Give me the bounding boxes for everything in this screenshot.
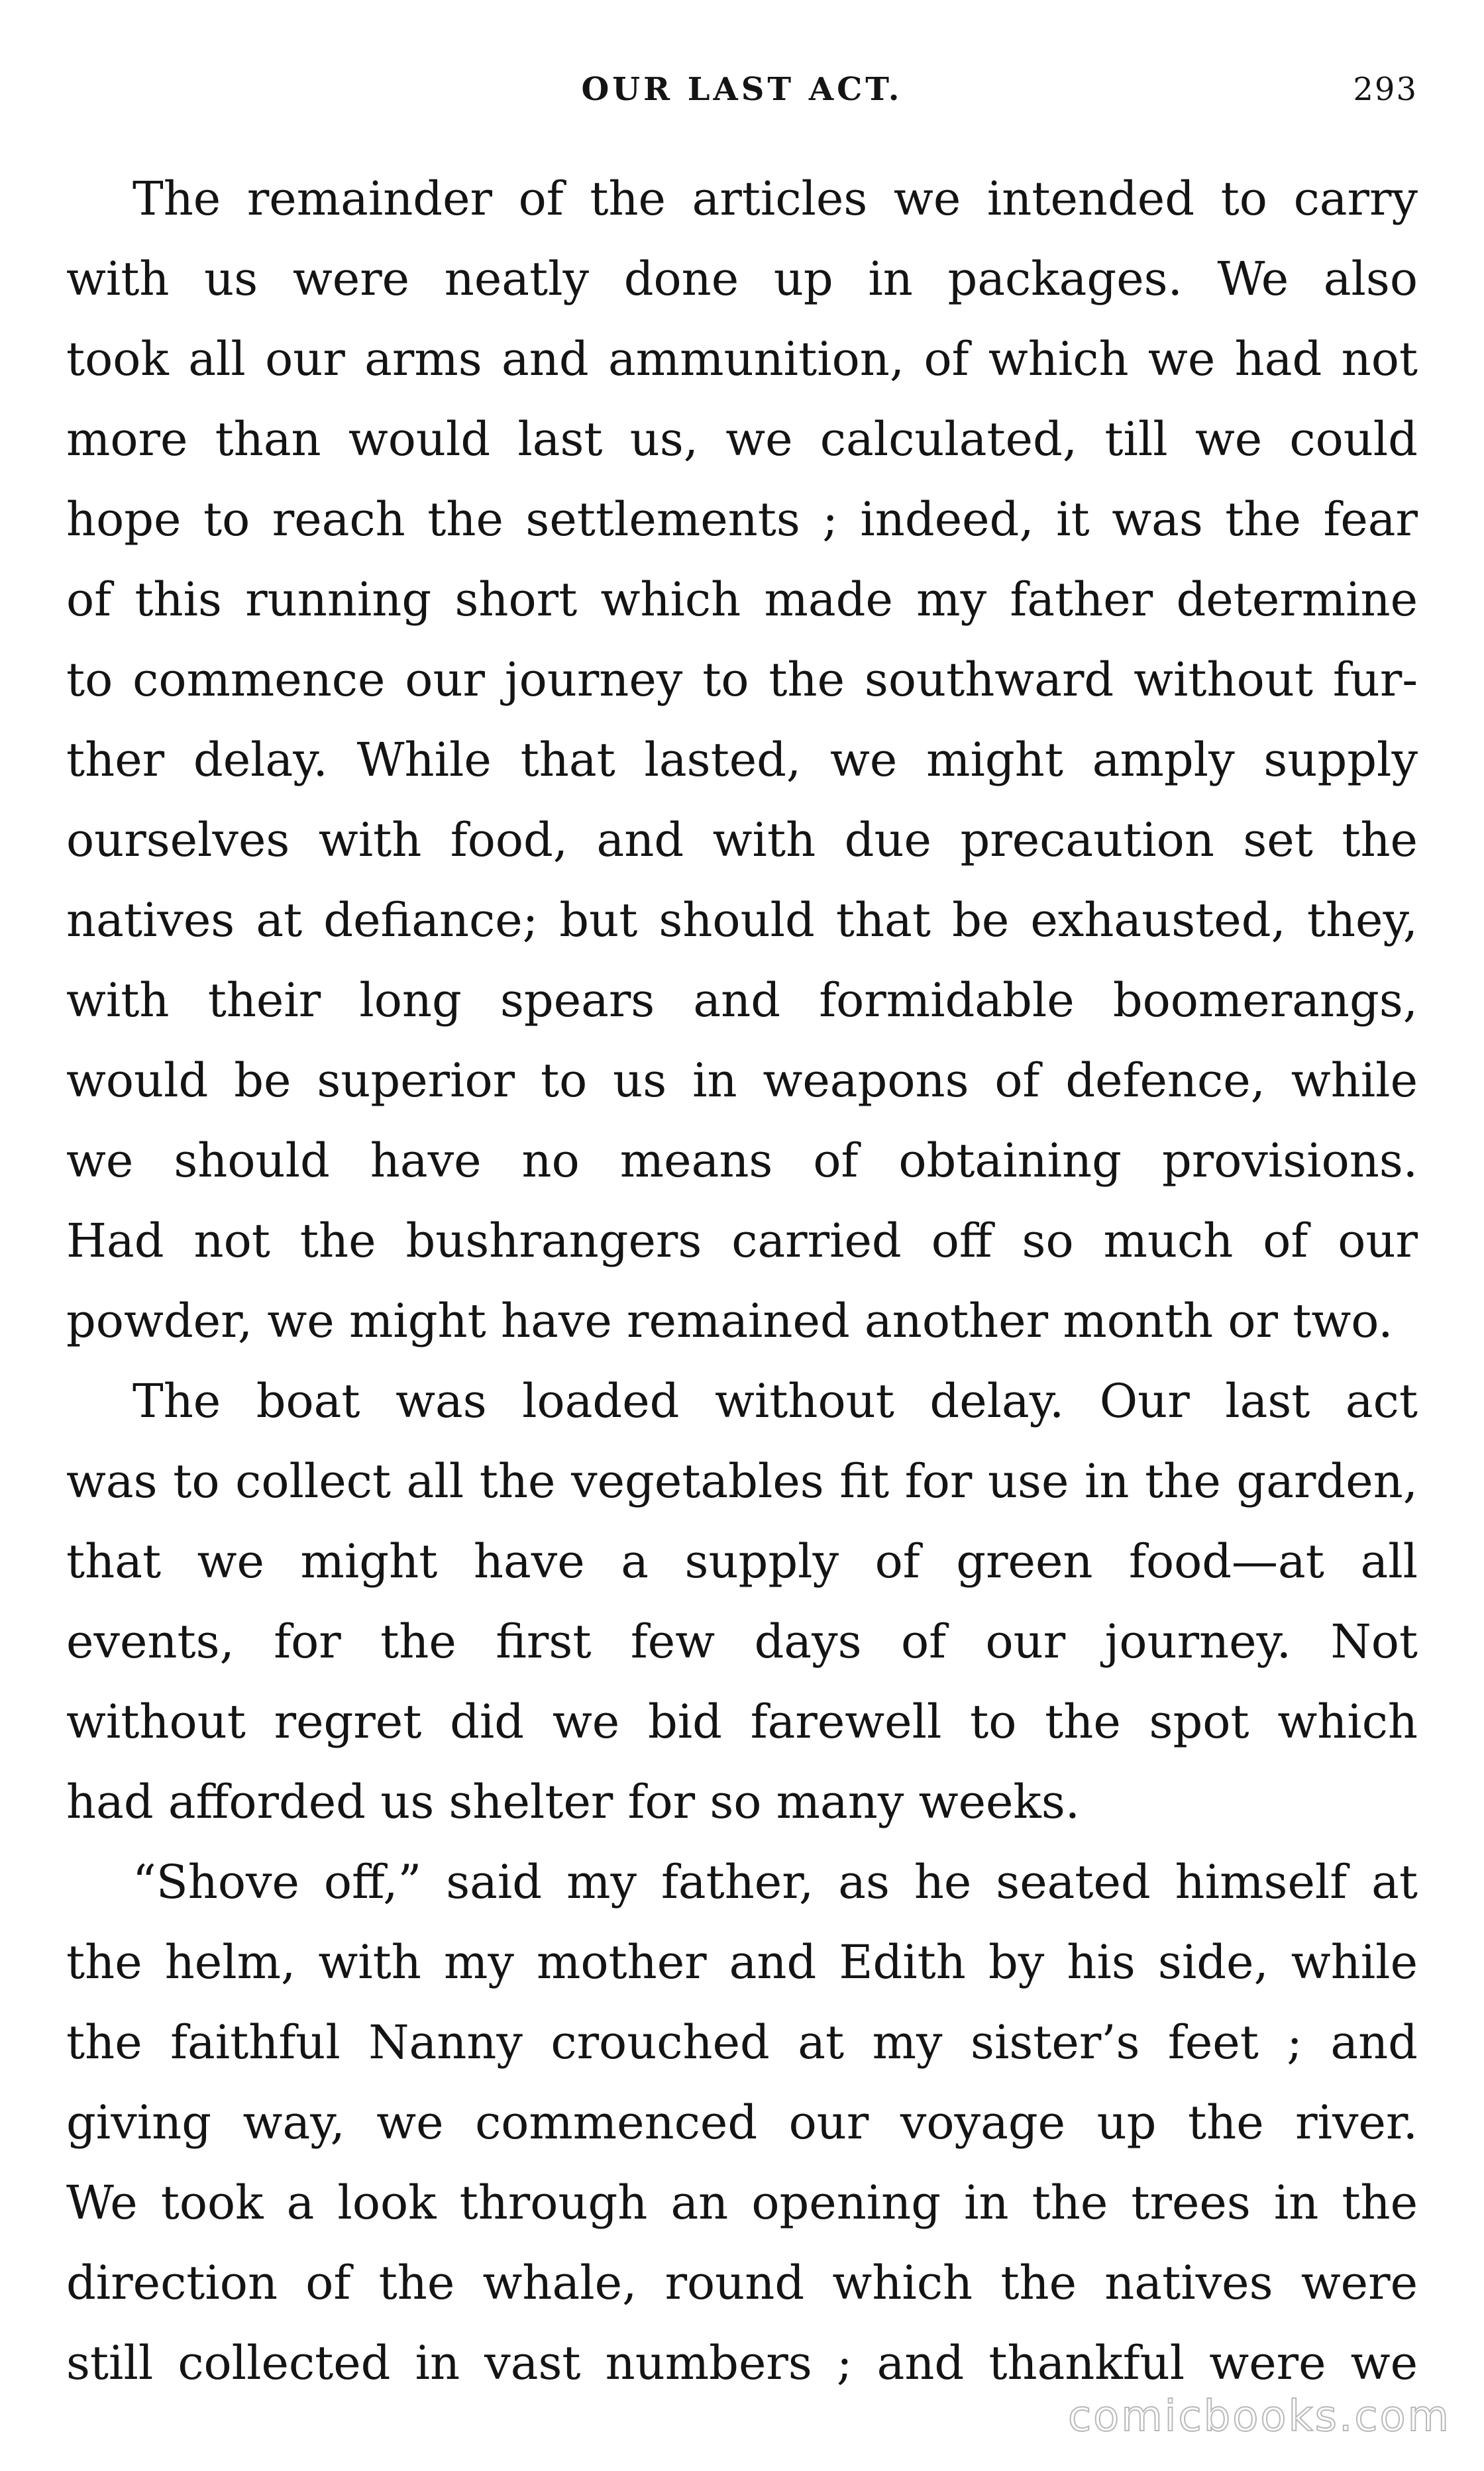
- text-line: without regret did we bid farewell to the spot which: [66, 1695, 1418, 1749]
- text-line: we should have no means of obtaining provisions.: [66, 1133, 1418, 1188]
- text-line: of this running short which made my father determine: [66, 572, 1418, 627]
- text-line: “Shove off,” said my father, as he seated himself at: [132, 1855, 1418, 1909]
- page-number: 293: [1353, 71, 1418, 108]
- text-line: the helm, with my mother and Edith by his side, while: [66, 1935, 1418, 1989]
- text-line: ther delay. While that lasted, we might amply supply: [66, 733, 1418, 787]
- text-line: was to collect all the vegetables fit for use in the garden,: [66, 1454, 1418, 1508]
- text-line: The remainder of the articles we intended to carry: [132, 172, 1418, 226]
- text-line: with their long spears and formidable boomerangs,: [66, 973, 1418, 1027]
- text-line: that we might have a supply of green food—at all: [66, 1534, 1418, 1589]
- text-line: events, for the first few days of our journey. Not: [66, 1614, 1418, 1669]
- text-line: had afforded us shelter for so many weeks.: [66, 1775, 1081, 1829]
- body-text: [66, 159, 1418, 2403]
- text-line: powder, we might have remained another month or two.: [66, 1294, 1393, 1348]
- text-line: took all our arms and ammunition, of which we had not: [66, 332, 1418, 386]
- text-line: giving way, we commenced our voyage up the river.: [66, 2095, 1418, 2150]
- text-line: to commence our journey to the southward without fur-: [66, 653, 1418, 707]
- paragraph-3: [66, 1842, 1418, 2403]
- text-line: direction of the whale, round which the natives were: [66, 2256, 1418, 2310]
- text-line: with us were neatly done up in packages. We also: [66, 252, 1418, 306]
- text-line: the faithful Nanny crouched at my sister’s feet ; and: [66, 2015, 1418, 2070]
- watermark: comicbooks.com: [1067, 2392, 1451, 2441]
- running-head: [66, 63, 1418, 116]
- text-line: The boat was loaded without delay. Our last act: [132, 1374, 1418, 1428]
- paragraph-1: [66, 159, 1418, 1361]
- text-line: natives at defiance; but should that be exhausted, they,: [66, 893, 1418, 947]
- text-line: ourselves with food, and with due precaution set the: [66, 813, 1418, 867]
- text-line: We took a look through an opening in the trees in the: [66, 2176, 1418, 2230]
- running-title: OUR LAST ACT.: [581, 71, 903, 108]
- text-line: still collected in vast numbers ; and thankful were we: [66, 2336, 1418, 2390]
- text-line: would be superior to us in weapons of defence, while: [66, 1053, 1418, 1108]
- text-line: hope to reach the settlements ; indeed, it was the fear: [66, 492, 1418, 547]
- paragraph-2: [66, 1361, 1418, 1842]
- text-line: Had not the bushrangers carried off so much of our: [66, 1214, 1418, 1268]
- text-line: more than would last us, we calculated, till we could: [66, 412, 1418, 466]
